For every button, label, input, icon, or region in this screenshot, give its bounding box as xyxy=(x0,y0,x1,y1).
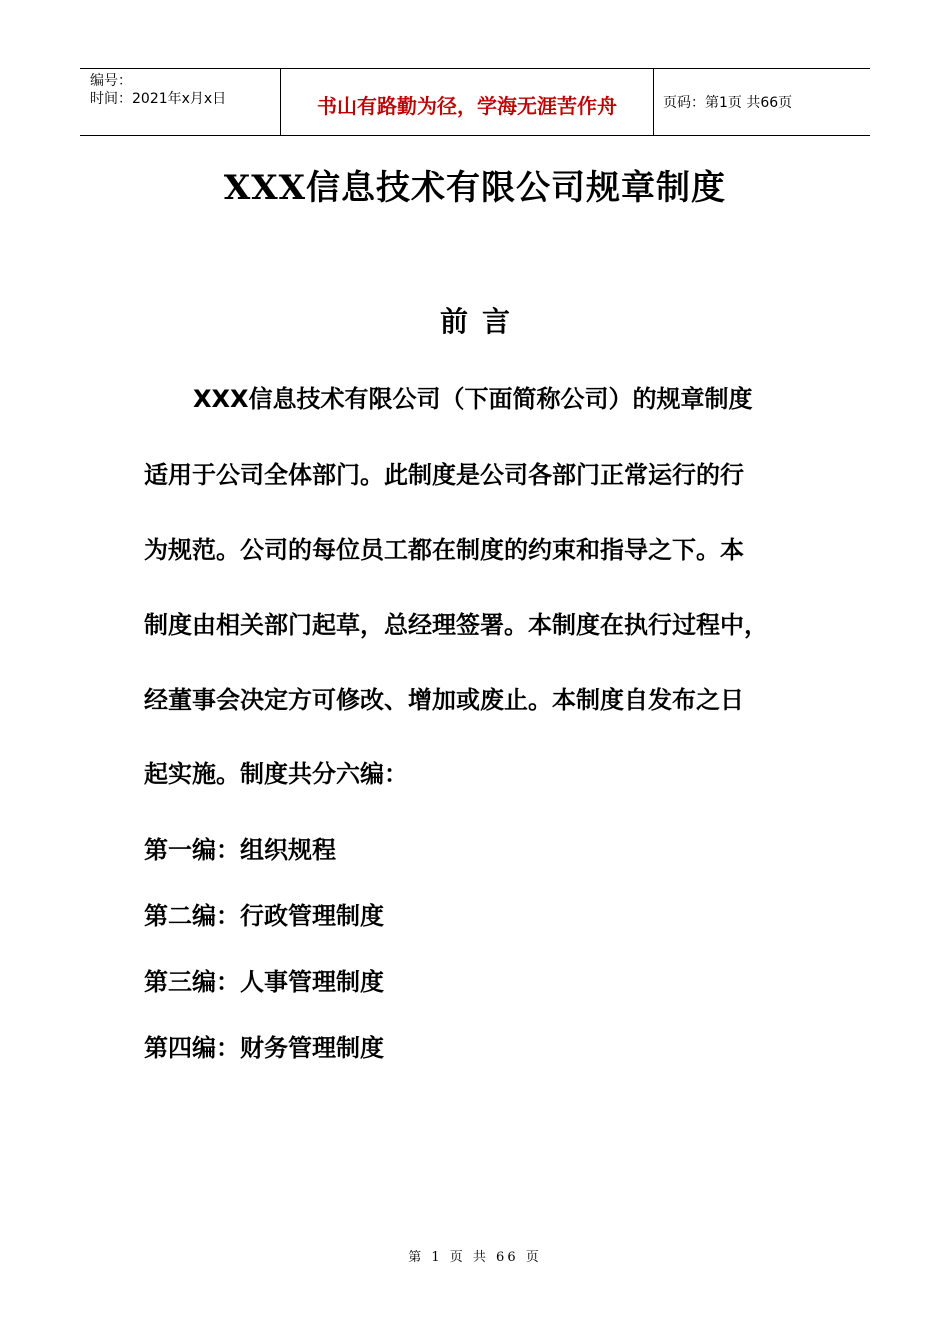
list-item: 第二编：行政管理制度 xyxy=(144,902,384,930)
header-page-cell xyxy=(654,69,870,135)
paragraph-line: 适用于公司全体部门。此制度是公司各部门正常运行的行 xyxy=(144,461,744,489)
header-motto-cell xyxy=(281,69,654,135)
paragraph-line: 起实施。制度共分六编： xyxy=(144,760,408,788)
section-heading: 前言 xyxy=(439,305,524,338)
paragraph-line: 制度由相关部门起草，总经理签署。本制度在执行过程中， xyxy=(144,611,768,639)
document-title: XXX信息技术有限公司规章制度 xyxy=(223,168,727,208)
paragraph-line: 为规范。公司的每位员工都在制度的约束和指导之下。本 xyxy=(144,536,744,564)
page-footer: 第 1 页 共 66 页 xyxy=(408,1250,542,1265)
list-item: 第一编：组织规程 xyxy=(144,836,336,864)
header-meta-cell xyxy=(80,69,281,135)
list-item: 第四编：财务管理制度 xyxy=(144,1034,384,1062)
page-info: 页码：第1页 共66页 xyxy=(663,95,793,111)
document-header xyxy=(80,68,870,136)
paragraph-line: XXX信息技术有限公司（下面简称公司）的规章制度 xyxy=(193,385,753,413)
motto-text: 书山有路勤为径，学海无涯苦作舟 xyxy=(317,93,617,118)
date-label: 时间：2021年x月x日 xyxy=(90,91,227,107)
list-item: 第三编：人事管理制度 xyxy=(144,968,384,996)
serial-number-label: 编号： xyxy=(90,73,132,89)
paragraph-line: 经董事会决定方可修改、增加或废止。本制度自发布之日 xyxy=(144,686,744,714)
